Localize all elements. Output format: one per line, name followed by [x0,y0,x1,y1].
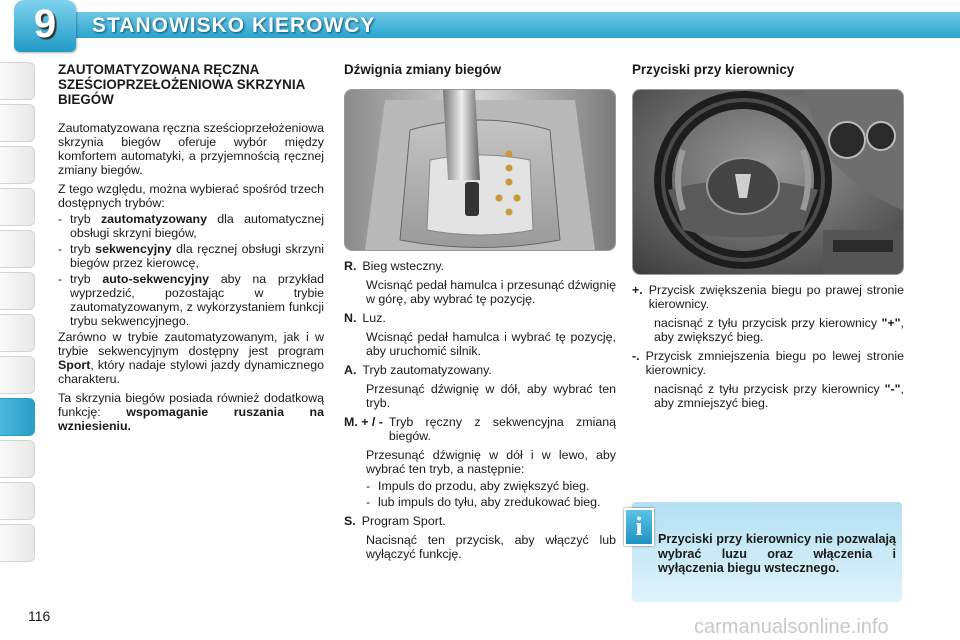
chapter-tab-7[interactable] [0,314,35,352]
reverse-step [344,278,616,306]
mode3-post: aby na przykład wyprzedzić, pozostając w trybie zautomatyzowanym, z wykorzystaniem funkcji trybu sekwencyjnego. [70,272,324,328]
minus-step [632,382,904,410]
chapter-tab-11[interactable] [0,482,35,520]
bullet-dash: - [58,272,63,286]
plus-key: +. [632,283,643,297]
auto-key: A. [344,363,357,377]
bullet-dash: - [366,479,371,493]
reverse-text: Bieg wsteczny. [362,259,445,273]
neutral-key: N. [344,311,357,325]
chapter-sidebar [0,62,34,582]
reverse-key: R. [344,259,357,273]
plus-item [632,283,904,311]
sport-pre: Zarówno w trybie zautomatyzowanym, jak i w trybie sekwencyjnym dostępny jest program [58,330,324,358]
auto-text: Tryb zautomatyzowany. [362,363,492,377]
manual-item [344,415,616,443]
bullet-dash: - [366,495,371,509]
mode1-pre: tryb [70,212,101,226]
mode3-name: auto-sekwencyjny [102,272,210,286]
sport-step [344,533,616,561]
info-box [632,502,902,602]
arrow-right-icon [632,382,654,410]
page-number: 116 [28,608,51,624]
arrow-right-icon [344,533,366,561]
info-icon: i [624,508,654,546]
sport-text: Program Sport. [361,514,446,528]
plus-button-label: "+" [881,316,901,330]
chapter-number: 9 [33,2,57,46]
mode1-name: zautomatyzowany [100,212,207,226]
plus-text: Przycisk zwiększenia biegu po prawej stronie kierownicy. [648,283,904,311]
auto-item [344,363,616,377]
mode1-post: dla automatycznej obsługi skrzyni biegów, [70,212,324,240]
minus-button-label: "-" [884,382,901,396]
mode2-pre: tryb [70,242,96,256]
neutral-step [344,330,616,358]
section-title-gear-lever: Dźwignia zmiany biegów [344,62,501,77]
auto-step [344,382,616,410]
sport-name: Sport [58,358,91,372]
steering-wheel-photo [632,89,904,275]
arrow-right-icon [344,382,366,410]
hill-start-name: wspomaganie ruszania na wzniesieniu. [58,405,324,433]
arrow-right-icon [344,448,366,476]
modes-intro: Z tego względu, można wybierać spośród trzech dostępnych trybów: [58,182,324,210]
arrow-right-icon [344,330,366,358]
minus-step-pre: nacisnąć z tyłu przycisk przy kierownicy [654,382,885,396]
mode2-name: sekwencyjny [95,242,172,256]
manual-sub-upshift [366,479,616,493]
manual-step [344,448,616,476]
gear-lever-photo [344,89,616,251]
manual-step-text: Przesunąć dźwignię w dół i w lewo, aby wybrać ten tryb, a następnie: [366,448,616,476]
chapter-tab-4[interactable] [0,188,35,226]
manual-text: Tryb ręczny z sekwencyjna zmianą biegów. [388,415,616,443]
neutral-item [344,311,616,325]
neutral-step-text: Wcisnąć pedał hamulca i wybrać tę pozycję, aby uruchomić silnik. [366,330,616,358]
hill-start-paragraph [58,391,324,433]
chapter-tab-3[interactable] [0,146,35,184]
chapter-tab-12[interactable] [0,524,35,562]
sport-step-text: Nacisnąć ten przycisk, aby włączyć lub wyłączyć funkcję. [366,533,616,561]
minus-item [632,349,904,377]
mode-item-auto-sequential [58,272,324,328]
bullet-dash: - [58,242,63,256]
section-title-gearbox: ZAUTOMATYZOWANA RĘCZNA SZEŚCIOPRZEŁOŻENIOWA SKRZYNIA BIEGÓW [58,62,305,107]
sport-item [344,514,616,528]
column-steering-buttons [632,62,904,415]
column-gear-lever [344,62,616,566]
chapter-tab-2[interactable] [0,104,35,142]
mode2-post: dla ręcznej obsługi skrzyni biegów przez kierowcę, [70,242,324,270]
plus-step-post: , aby zwiększyć bieg. [654,316,904,344]
upshift-text: Impuls do przodu, aby zwiększyć bieg. [378,479,590,493]
minus-key: -. [632,349,640,363]
section-title-steering: Przyciski przy kierownicy [632,62,795,77]
hill-pre: Ta skrzynia biegów posiada również dodatkową funkcję: [58,391,324,419]
page-header [0,0,960,52]
sport-paragraph [58,330,324,386]
auto-step-text: Przesunąć dźwignię w dół, aby wybrać ten tryb. [366,382,616,410]
column-gearbox-intro [58,62,324,438]
sport-post: , który nadaje stylowi jazdy dynamicznego charakteru. [58,358,324,386]
arrow-right-icon [344,278,366,306]
watermark: carmanualsonline.info [694,616,889,638]
chapter-tab-10[interactable] [0,440,35,478]
minus-step-post: , aby zmniejszyć bieg. [654,382,904,410]
minus-text: Przycisk zmniejszenia biegu po lewej stronie kierownicy. [645,349,904,377]
reverse-step-text: Wcisnąć pedał hamulca i przesunąć dźwignię w górę, aby wybrać tę pozycję. [366,278,616,306]
mode-item-sequential [58,242,324,270]
chapter-tab-1[interactable] [0,62,35,100]
chapter-tab-9-active[interactable] [0,398,35,436]
info-text: Przyciski przy kierownicy nie pozwalają wybrać luzu oraz włączenia i wyłączenia biegu wstecznego. [658,532,896,575]
manual-key: M. + / - [344,415,383,429]
arrow-right-icon [632,316,654,344]
downshift-text: lub impuls do tyłu, aby zredukować bieg. [378,495,601,509]
mode3-pre: tryb [70,272,103,286]
plus-step [632,316,904,344]
chapter-tab-6[interactable] [0,272,35,310]
chapter-tab-8[interactable] [0,356,35,394]
sport-key: S. [344,514,356,528]
chapter-tab-5[interactable] [0,230,35,268]
plus-step-pre: nacisnąć z tyłu przycisk przy kierownicy [654,316,882,330]
intro-paragraph: Zautomatyzowana ręczna sześcioprzełożeniowa skrzynia biegów oferuje wybór między komfortem automatyki, a przyjemnością ręcznej zmiany biegów. [58,121,324,177]
manual-sub-downshift [366,495,616,509]
reverse-item [344,259,616,273]
mode-item-automated [58,212,324,240]
bullet-dash: - [58,212,63,226]
neutral-text: Luz. [362,311,386,325]
chapter-title: STANOWISKO KIEROWCY [92,14,376,37]
